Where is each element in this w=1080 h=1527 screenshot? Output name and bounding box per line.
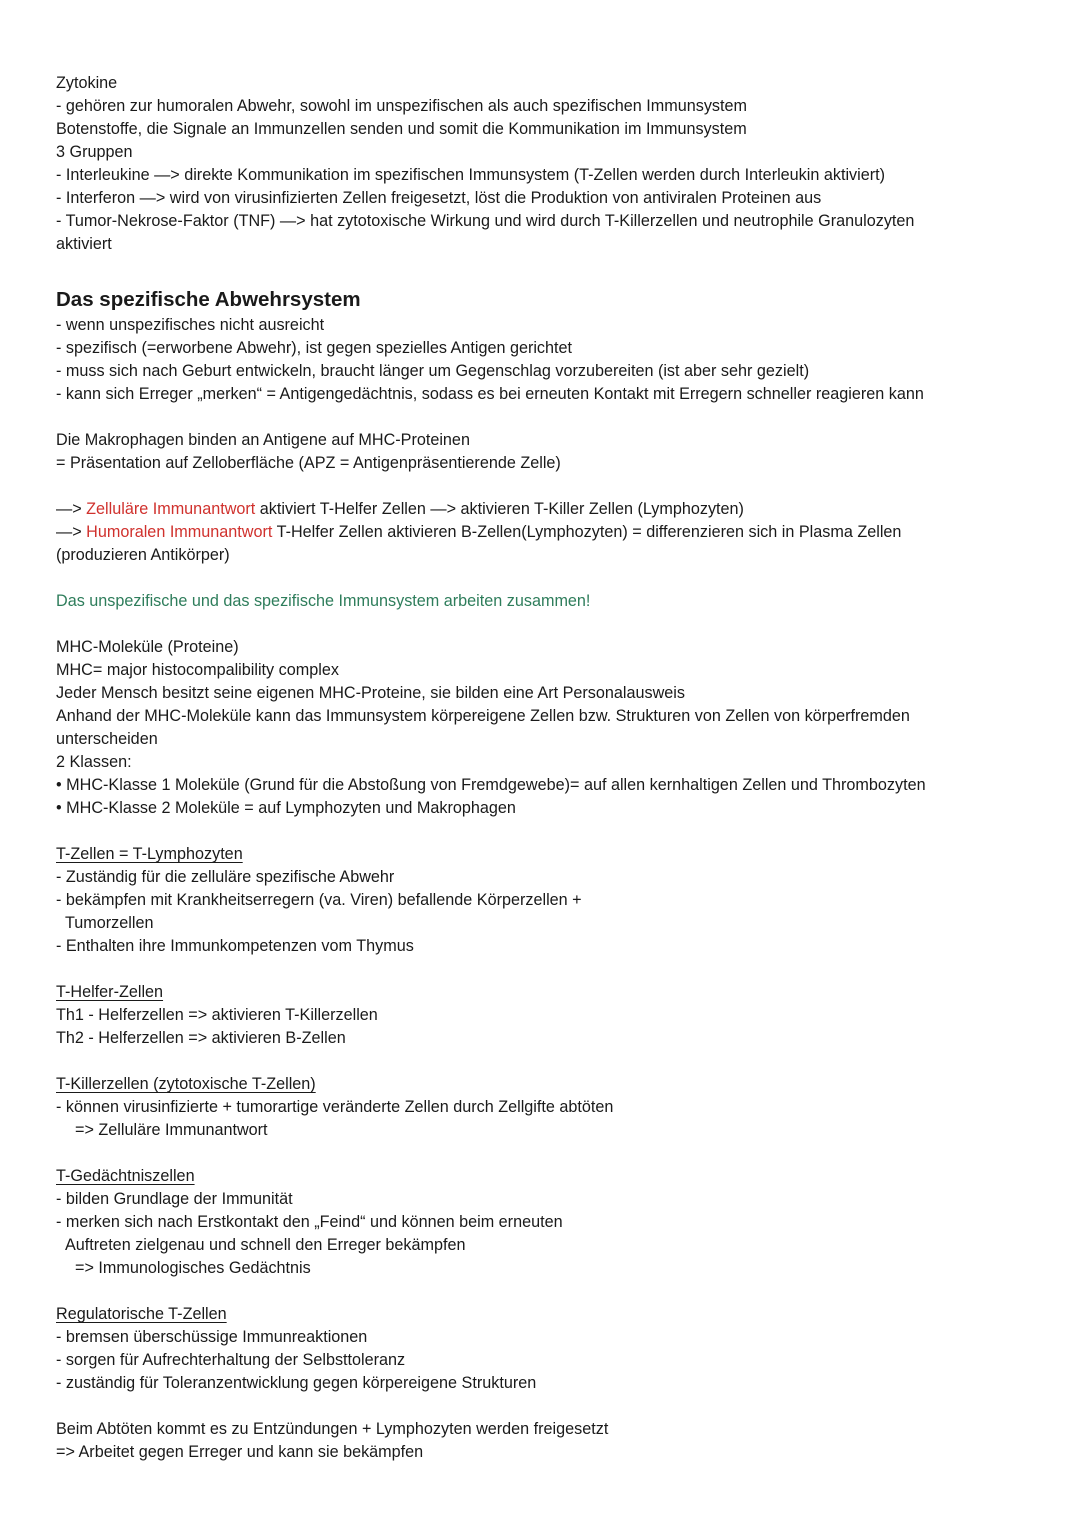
mhc-line: unterscheiden xyxy=(56,730,158,748)
specific-defense-section xyxy=(56,287,1036,406)
humoral-response-continuation: (produzieren Antikörper) xyxy=(56,546,230,564)
t-cells-section xyxy=(56,843,1036,958)
cytokines-line: aktiviert xyxy=(56,235,112,253)
mhc-section xyxy=(56,636,1036,820)
t-cells-title: T-Zellen = T-Lymphozyten xyxy=(56,845,243,863)
macrophage-line: Die Makrophagen binden an Antigene auf MHC-Proteinen xyxy=(56,431,470,449)
mhc-bullet: • MHC-Klasse 2 Moleküle = auf Lymphozyten und Makrophagen xyxy=(56,799,516,817)
mhc-line: MHC-Moleküle (Proteine) xyxy=(56,638,239,656)
cellular-response-line xyxy=(56,498,1036,521)
macrophages-section xyxy=(56,429,1036,475)
t-reg-line: - zuständig für Toleranzentwicklung gegen körpereigene Strukturen xyxy=(56,1374,537,1392)
t-killer-line: => Zelluläre Immunantwort xyxy=(75,1121,268,1139)
t-helper-title: T-Helfer-Zellen xyxy=(56,983,164,1001)
t-memory-line: - bilden Grundlage der Immunität xyxy=(56,1190,293,1208)
closing-line: => Arbeitet gegen Erreger und kann sie bekämpfen xyxy=(56,1443,424,1461)
cytokines-line: - gehören zur humoralen Abwehr, sowohl im unspezifischen als auch spezifischen Immunsystem xyxy=(56,97,748,115)
t-cells-line: - bekämpfen mit Krankheitserregern (va. Viren) befallende Körperzellen + xyxy=(56,891,582,909)
t-cells-line: Tumorzellen xyxy=(65,914,154,932)
cooperation-note: Das unspezifische und das spezifische Immunsystem arbeiten zusammen! xyxy=(56,592,591,610)
t-helper-section xyxy=(56,981,1036,1050)
macrophage-line: = Präsentation auf Zelloberfläche (APZ = Antigenpräsentierende Zelle) xyxy=(56,454,561,472)
t-reg-line: - sorgen für Aufrechterhaltung der Selbsttoleranz xyxy=(56,1351,406,1369)
mhc-line: MHC= major histocompalibility complex xyxy=(56,661,339,679)
arrow-text: —> xyxy=(56,500,87,518)
t-killer-line: - können virusinfizierte + tumorartige veränderte Zellen durch Zellgifte abtöten xyxy=(56,1098,614,1116)
cellular-response-text: aktiviert T-Helfer Zellen —> aktivieren T-Killer Zellen (Lymphozyten) xyxy=(255,500,744,518)
cytokines-line: Botenstoffe, die Signale an Immunzellen senden und somit die Kommunikation im Immunsystem xyxy=(56,120,747,138)
cytokines-section xyxy=(56,72,1036,256)
specific-line: - kann sich Erreger „merken“ = Antigengedächtnis, sodass es bei erneuten Kontakt mit Erregern schneller reagieren kann xyxy=(56,385,924,403)
t-killer-title: T-Killerzellen (zytotoxische T-Zellen) xyxy=(56,1075,316,1093)
specific-line: - wenn unspezifisches nicht ausreicht xyxy=(56,316,325,334)
t-memory-title: T-Gedächtniszellen xyxy=(56,1167,195,1185)
mhc-line: 2 Klassen: xyxy=(56,753,132,771)
cytokines-line: - Interferon —> wird von virusinfizierten Zellen freigesetzt, löst die Produktion von antiviralen Proteinen aus xyxy=(56,189,822,207)
immune-responses-section xyxy=(56,498,1036,567)
t-memory-line: - merken sich nach Erstkontakt den „Feind“ und können beim erneuten xyxy=(56,1213,563,1231)
closing-line: Beim Abtöten kommt es zu Entzündungen + Lymphozyten werden freigesetzt xyxy=(56,1420,609,1438)
humoral-response-line xyxy=(56,521,1036,544)
cellular-response-term: Zelluläre Immunantwort xyxy=(86,500,256,518)
humoral-response-text: T-Helfer Zellen aktivieren B-Zellen(Lymphozyten) = differenzieren sich in Plasma Zellen xyxy=(272,523,902,541)
section-heading: Das spezifische Abwehrsystem xyxy=(56,288,361,311)
t-helper-line: Th1 - Helferzellen => aktivieren T-Killerzellen xyxy=(56,1006,378,1024)
specific-line: - spezifisch (=erworbene Abwehr), ist gegen spezielles Antigen gerichtet xyxy=(56,339,573,357)
document-page xyxy=(56,72,1036,1464)
mhc-line: Jeder Mensch besitzt seine eigenen MHC-Proteine, sie bilden eine Art Personalausweis xyxy=(56,684,685,702)
t-reg-section xyxy=(56,1303,1036,1395)
cytokines-line: - Tumor-Nekrose-Faktor (TNF) —> hat zytotoxische Wirkung und wird durch T-Killerzellen und neutrophile Granulozyten xyxy=(56,212,915,230)
closing-section xyxy=(56,1418,1036,1464)
cytokines-title: Zytokine xyxy=(56,74,118,92)
specific-line: - muss sich nach Geburt entwickeln, braucht länger um Gegenschlag vorzubereiten (ist aber sehr gezielt) xyxy=(56,362,810,380)
t-memory-section xyxy=(56,1165,1036,1280)
t-helper-line: Th2 - Helferzellen => aktivieren B-Zellen xyxy=(56,1029,346,1047)
t-reg-title: Regulatorische T-Zellen xyxy=(56,1305,227,1323)
arrow-text: —> xyxy=(56,523,87,541)
t-reg-line: - bremsen überschüssige Immunreaktionen xyxy=(56,1328,368,1346)
t-killer-section xyxy=(56,1073,1036,1142)
t-memory-line: => Immunologisches Gedächtnis xyxy=(75,1259,311,1277)
mhc-bullet: • MHC-Klasse 1 Moleküle (Grund für die Abstoßung von Fremdgewebe)= auf allen kernhaltigen Zellen und Thrombozyten xyxy=(56,776,926,794)
mhc-line: Anhand der MHC-Moleküle kann das Immunsystem körpereigene Zellen bzw. Strukturen von Zellen von körperfremden xyxy=(56,707,910,725)
cytokines-line: 3 Gruppen xyxy=(56,143,133,161)
t-memory-line: Auftreten zielgenau und schnell den Erreger bekämpfen xyxy=(65,1236,466,1254)
cytokines-line: - Interleukine —> direkte Kommunikation im spezifischen Immunsystem (T-Zellen werden durch Interleukin aktiviert) xyxy=(56,166,886,184)
t-cells-line: - Enthalten ihre Immunkompetenzen vom Thymus xyxy=(56,937,414,955)
t-cells-line: - Zuständig für die zelluläre spezifische Abwehr xyxy=(56,868,395,886)
humoral-response-term: Humoralen Immunantwort xyxy=(86,523,273,541)
